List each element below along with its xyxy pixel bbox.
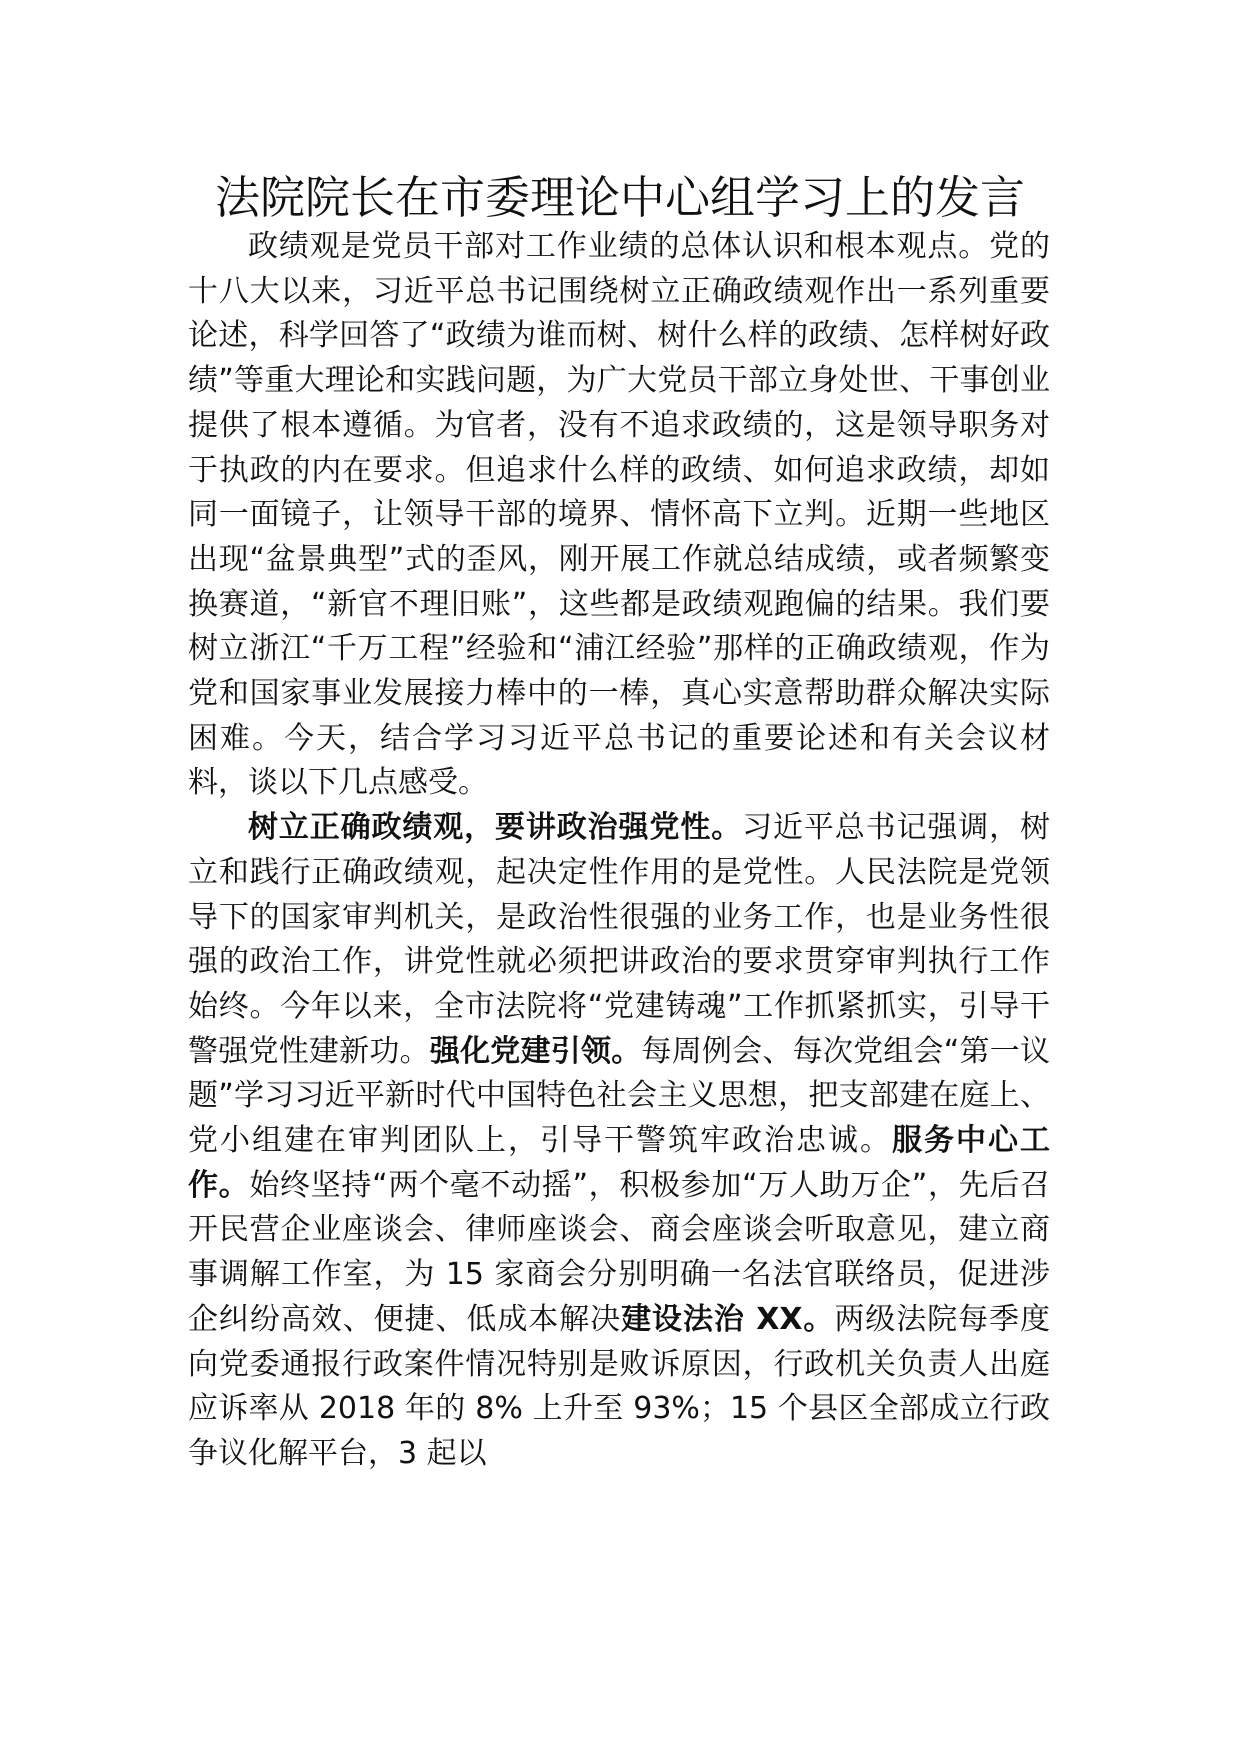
subheading-rule-of-law: 建设法治 XX。	[621, 1301, 835, 1337]
subheading-party-building: 强化党建引领。	[429, 1033, 642, 1069]
paragraph-politics	[188, 806, 1050, 1477]
document-title: 法院院长在市委理论中心组学习上的发言	[214, 171, 1025, 224]
paragraph-text: 习近平总书记强调，树立和践行正确政绩观，起决定性作用的是党性。人民法院是党领导下的国家审判机关，是政治性很强的业务工作，也是业务性很强的政治工作，讲党性就必须把讲政治的要求贯穿审判执行工作始终。今年以来，全市法院将“党建铸魂”工作抓紧抓实，引导干警强党性建新功。	[188, 810, 1051, 1069]
paragraph-text: 始终坚持“两个毫不动摇”，积极参加“万人助万企”，先后召开民营企业座谈会、律师座谈会、商会座谈会听取意见，建立商事调解工作室，为 15 家商会分别明确一名法官联络员，促进涉企纠纷高效、便捷、低成本解决	[188, 1167, 1051, 1337]
paragraph-text: 两级法院每季度向党委通报行政案件情况特别是败诉原因，行政机关负责人出庭应诉率从 2018 年的 8% 上升至 93%；15 个县区全部成立行政争议化解平台，3 起以	[188, 1301, 1050, 1471]
paragraph-text: 每周例会、每次党组会“第一议题”学习习近平新时代中国特色社会主义思想，把支部建在庭上、党小组建在审判团队上，引导干警筑牢政治忠诚。	[188, 1033, 1051, 1159]
section-heading: 树立正确政绩观，要讲政治强党性。	[248, 810, 743, 846]
subheading-service-center: 服务中心工作。	[188, 1123, 1050, 1203]
paragraph-intro: 政绩观是党员干部对工作业绩的总体认识和根本观点。党的十八大以来，习近平总书记围绕树立正确政绩观作出一系列重要论述，科学回答了“政绩为谁而树、树什么样的政绩、怎样树好政绩”等重大理论和实践问题，为广大党员干部立身处世、干事创业提供了根本遵循。为官者，没有不追求政绩的，这是领导职务对于执政的内在要求。但追求什么样的政绩、如何追求政绩，却如同一面镜子，让领导干部的境界、情怀高下立判。近期一些地区出现“盆景典型”式的歪风，刚开展工作就总结成绩，或者频繁变换赛道，“新官不理旧账”，这些都是政绩观跑偏的结果。我们要树立浙江“千万工程”经验和“浦江经验”那样的正确政绩观，作为党和国家事业发展接力棒中的一棒，真心实意帮助群众解决实际困难。今天，结合学习习近平总书记的重要论述和有关会议材料，谈以下几点感受。	[188, 229, 1050, 801]
document-body	[188, 225, 1050, 1477]
